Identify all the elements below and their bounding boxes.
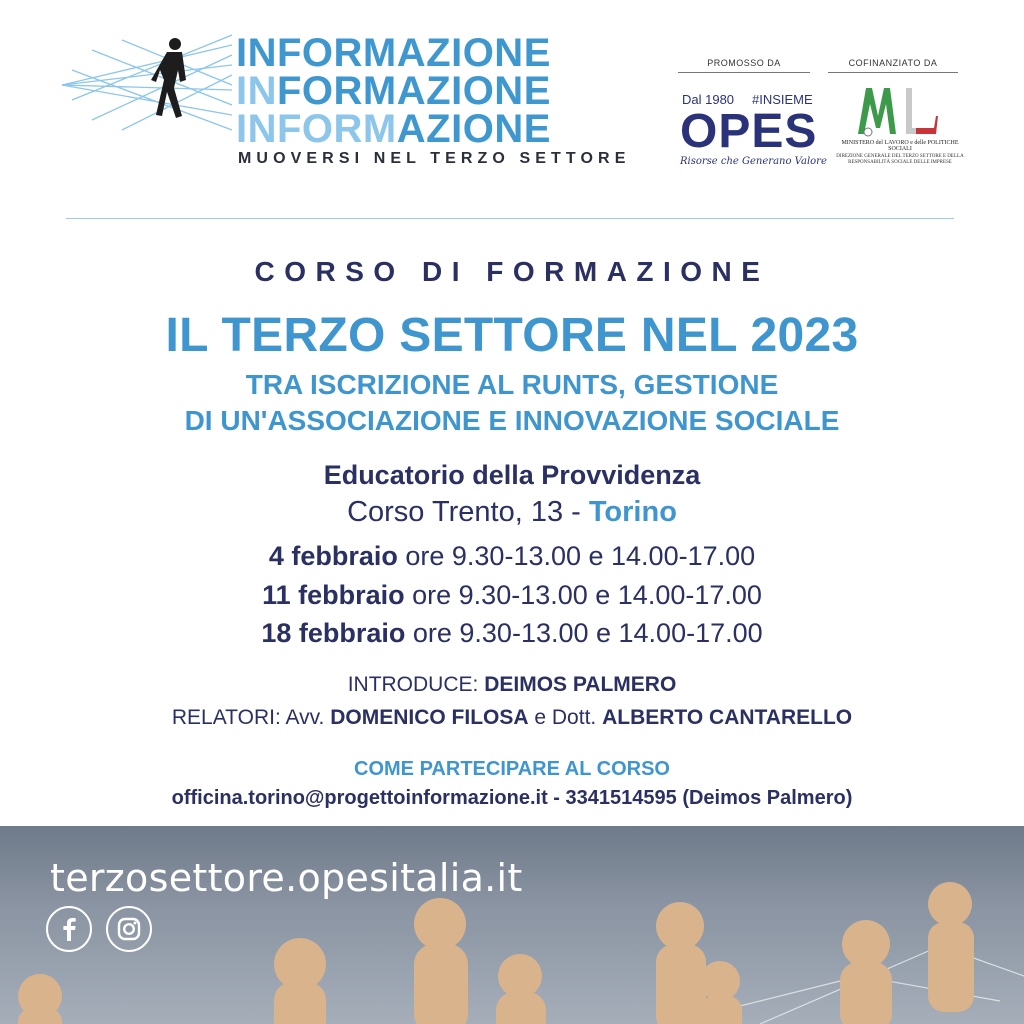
participation-title: COME PARTECIPARE AL CORSO: [354, 758, 670, 780]
instagram-button[interactable]: [106, 906, 152, 952]
ministry-department: DIREZIONE GENERALE DEL TERZO SETTORE E DELLA RESPONSABILITÀ SOCIALE DELLE IMPRESE: [836, 154, 964, 165]
footer-photo-band: [0, 826, 1024, 1024]
venue-name: Educatorio della Provvidenza: [323, 460, 701, 490]
instagram-icon: [108, 908, 150, 950]
opes-logo: OPES: [680, 105, 818, 158]
course-subtitle-line-1: TRA ISCRIZIONE AL RUNTS, GESTIONE: [245, 369, 779, 400]
venue-city: Torino: [588, 496, 677, 528]
promoted-by-rule: [678, 72, 810, 73]
facebook-icon: [48, 908, 90, 950]
website-link[interactable]: terzosettore.opesitalia.it: [50, 856, 523, 900]
header-divider: [66, 218, 954, 219]
speaker-name: ALBERTO CANTARELLO: [602, 706, 853, 729]
cofinanced-by-rule: [828, 72, 958, 73]
course-subtitle-line-2: DI UN'ASSOCIAZIONE E INNOVAZIONE SOCIALE: [184, 405, 840, 436]
opes-hashtag: #INSIEME: [752, 92, 813, 107]
contact-line[interactable]: officina.torino@progettoinformazione.it - 3341514595 (Deimos Palmero): [171, 787, 853, 809]
course-title: IL TERZO SETTORE NEL 2023: [165, 309, 859, 362]
facebook-button[interactable]: [46, 906, 92, 952]
venue-address: Corso Trento, 13 - Torino: [347, 496, 677, 528]
introducer-name: DEIMOS PALMERO: [484, 673, 677, 696]
speaker-name: DOMENICO FILOSA: [330, 706, 529, 729]
logo-wordmark-line-2: INFORMAZIONE: [236, 69, 551, 113]
promoted-by-caption: PROMOSSO DA: [707, 58, 781, 68]
logo-net-walking-person-icon: [62, 30, 232, 140]
cofinanced-by-caption: COFINANZIATO DA: [848, 58, 938, 68]
date-line: 11 febbraio ore 9.30-13.00 e 14.00-17.00: [262, 580, 762, 610]
ministry-name: MINISTERO del LAVORO e delle POLITICHE SOCIALI: [841, 140, 959, 152]
date-line: 18 febbraio ore 9.30-13.00 e 14.00-17.00: [261, 618, 763, 648]
opes-motto: Risorse che Generano Valore: [680, 156, 827, 167]
opes-since: Dal 1980: [682, 92, 735, 107]
course-label: CORSO DI FORMAZIONE: [254, 256, 770, 287]
logo-wordmark-line-3: INFORMAZIONE: [236, 107, 551, 151]
speakers-line: RELATORI: Avv. DOMENICO FILOSA e Dott. ALBERTO CANTARELLO: [171, 706, 853, 729]
logo-tagline: MUOVERSI NEL TERZO SETTORE: [238, 150, 631, 167]
introducer-line: INTRODUCE: DEIMOS PALMERO: [347, 673, 677, 696]
ministry-logo-icon: [854, 82, 940, 140]
date-line: 4 febbraio ore 9.30-13.00 e 14.00-17.00: [268, 541, 756, 571]
logo-wordmark-line-1: INFORMAZIONE: [236, 31, 551, 75]
